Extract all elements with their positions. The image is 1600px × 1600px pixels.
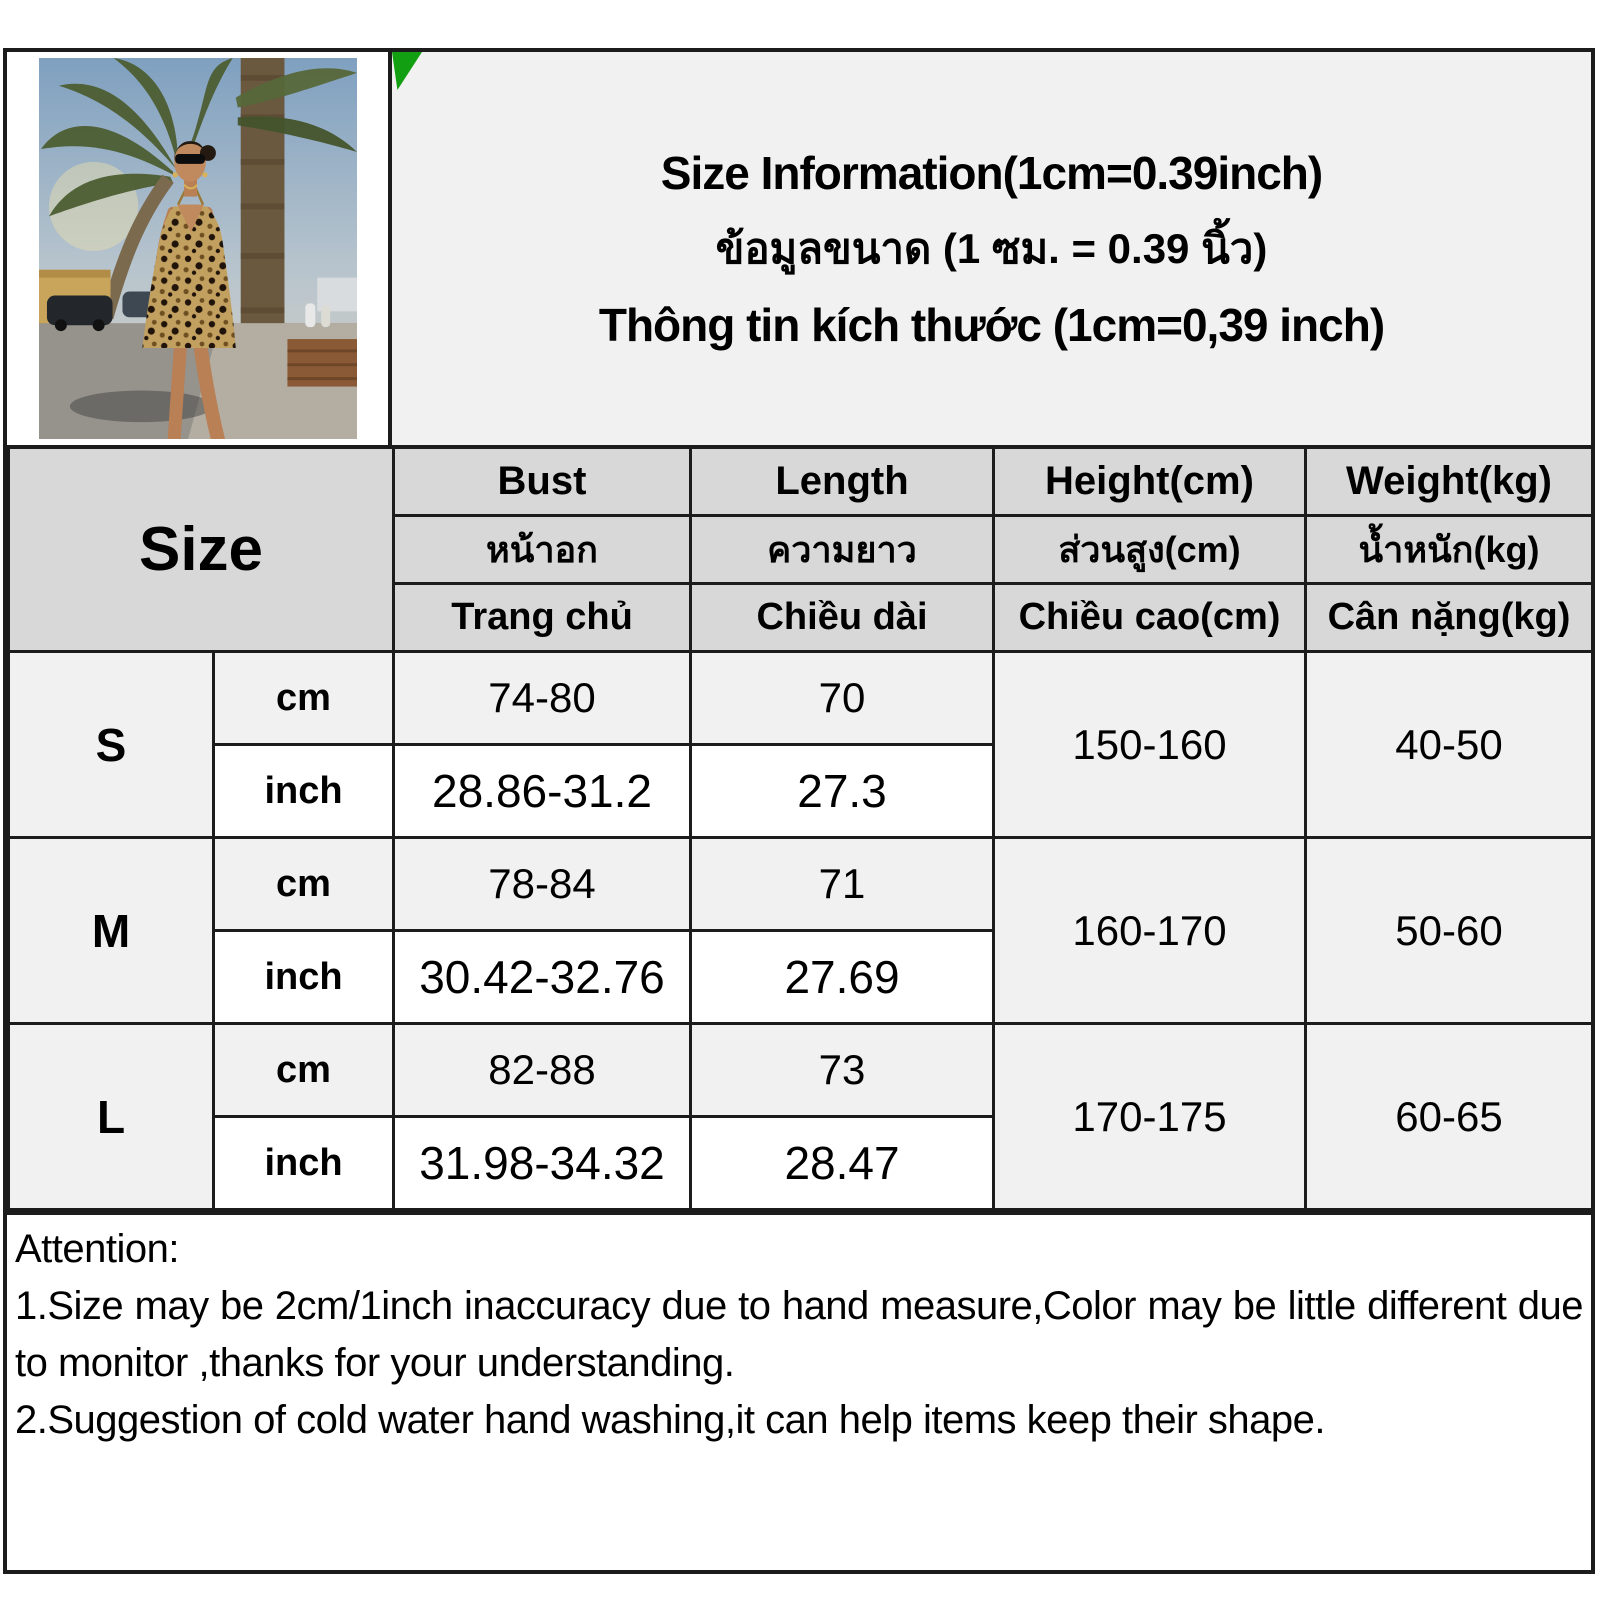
m-bust-inch: 30.42-32.76 (394, 931, 691, 1024)
s-bust-inch: 28.86-31.2 (394, 745, 691, 838)
col-header-bust-th: หน้าอก (394, 516, 691, 584)
col-header-weight-th: น้ำหนัก(kg) (1306, 516, 1593, 584)
s-length-cm: 70 (691, 652, 994, 745)
s-height: 150-160 (994, 652, 1306, 838)
attention-heading: Attention: (15, 1227, 180, 1271)
col-header-height-en: Height(cm) (994, 447, 1306, 516)
title-block (392, 52, 1591, 445)
attention-section (7, 1211, 1591, 1570)
m-height: 160-170 (994, 838, 1306, 1024)
size-chart-card (3, 48, 1595, 1574)
size-header-cell: Size (9, 447, 394, 652)
l-length-inch: 28.47 (691, 1117, 994, 1210)
col-header-weight-vi: Cân nặng(kg) (1306, 584, 1593, 652)
m-bust-cm: 78-84 (394, 838, 691, 931)
table-row-m-cm (9, 838, 1593, 931)
size-s-label: S (9, 652, 214, 838)
s-weight: 40-50 (1306, 652, 1593, 838)
col-header-bust-en: Bust (394, 447, 691, 516)
unit-inch-l: inch (214, 1117, 394, 1210)
attention-note-1: 1.Size may be 2cm/1inch inaccuracy due to hand measure,Color may be little different due to monitor ,thanks for your understanding. (15, 1284, 1583, 1385)
size-m-label: M (9, 838, 214, 1024)
corner-marker-icon (392, 52, 422, 90)
unit-cm-l: cm (214, 1024, 394, 1117)
product-photo-illustration (39, 58, 357, 439)
unit-inch-m: inch (214, 931, 394, 1024)
unit-inch-s: inch (214, 745, 394, 838)
s-length-inch: 27.3 (691, 745, 994, 838)
l-bust-inch: 31.98-34.32 (394, 1117, 691, 1210)
col-header-height-vi: Chiều cao(cm) (994, 584, 1306, 652)
unit-cm-s: cm (214, 652, 394, 745)
l-bust-cm: 82-88 (394, 1024, 691, 1117)
m-length-inch: 27.69 (691, 931, 994, 1024)
l-height: 170-175 (994, 1024, 1306, 1210)
col-header-height-th: ส่วนสูง(cm) (994, 516, 1306, 584)
title-thai: ข้อมูลขนาด (1 ซม. = 0.39 นิ้ว) (715, 224, 1268, 272)
m-length-cm: 71 (691, 838, 994, 931)
l-length-cm: 73 (691, 1024, 994, 1117)
col-header-length-vi: Chiều dài (691, 584, 994, 652)
col-header-weight-en: Weight(kg) (1306, 447, 1593, 516)
size-table (7, 445, 1594, 1211)
col-header-bust-vi: Trang chủ (394, 584, 691, 652)
table-row-s-cm (9, 652, 1593, 745)
unit-cm-m: cm (214, 838, 394, 931)
attention-note-2: 2.Suggestion of cold water hand washing,it can help items keep their shape. (15, 1398, 1325, 1442)
product-photo-cell (7, 52, 392, 445)
title-vietnamese: Thông tin kích thước (1cm=0,39 inch) (598, 298, 1385, 351)
s-bust-cm: 74-80 (394, 652, 691, 745)
title-english: Size Information(1cm=0.39inch) (660, 146, 1323, 199)
table-row-l-cm (9, 1024, 1593, 1117)
product-photo (39, 58, 357, 439)
col-header-length-en: Length (691, 447, 994, 516)
l-weight: 60-65 (1306, 1024, 1593, 1210)
col-header-length-th: ความยาว (691, 516, 994, 584)
header-row (7, 52, 1591, 445)
m-weight: 50-60 (1306, 838, 1593, 1024)
size-l-label: L (9, 1024, 214, 1210)
